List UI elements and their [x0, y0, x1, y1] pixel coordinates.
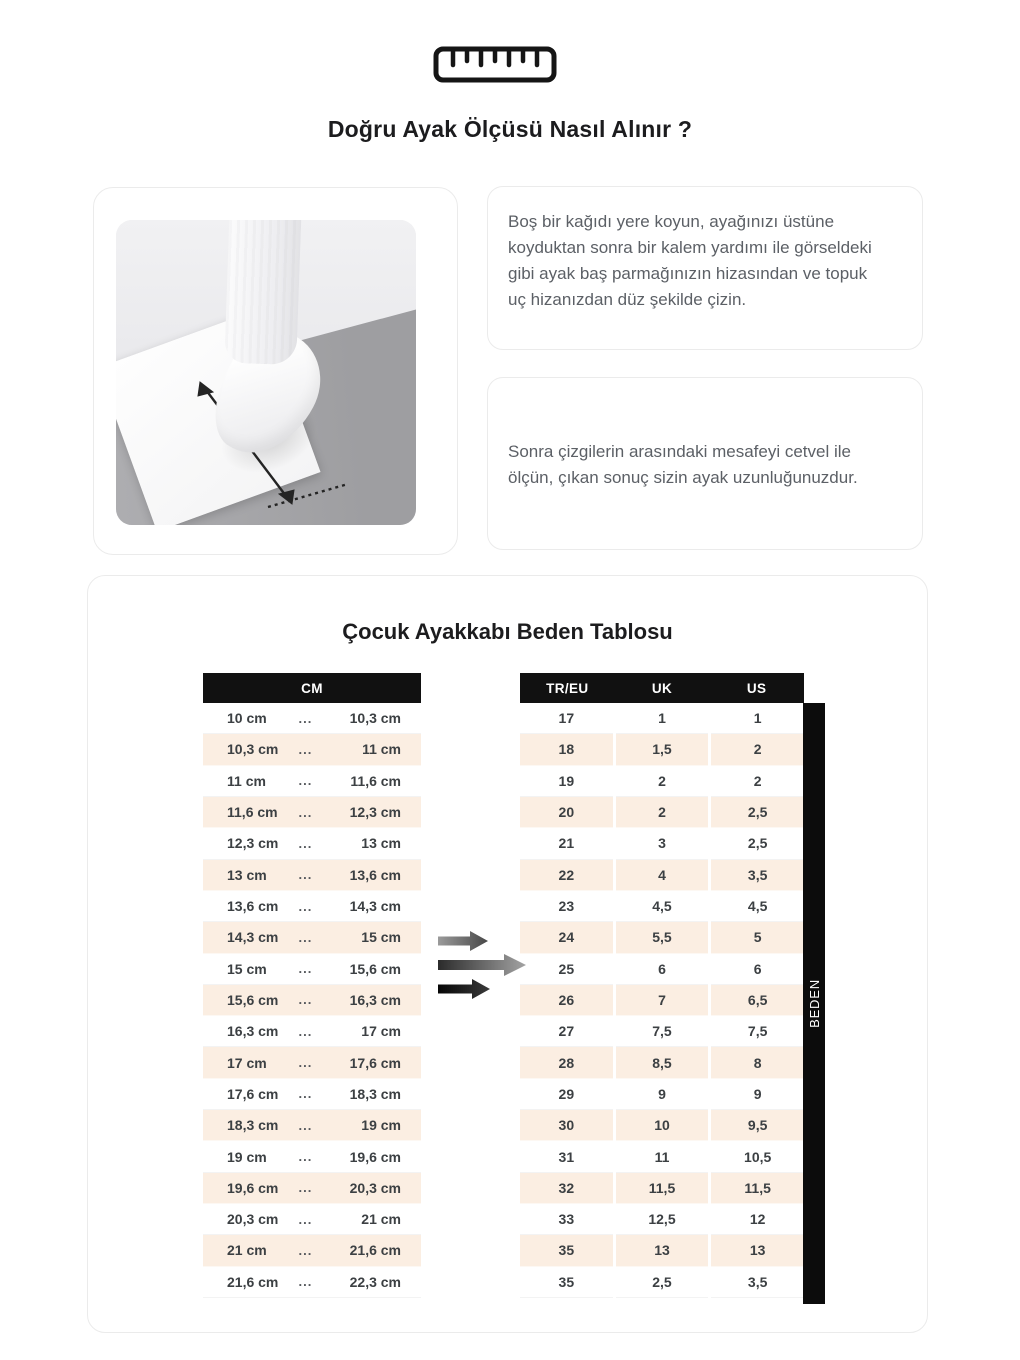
uk-size: 2	[616, 766, 709, 797]
beden-label: BEDEN	[806, 979, 822, 1028]
cm-from-value: 10 cm	[227, 710, 267, 727]
tr-eu-size: 21	[520, 828, 613, 859]
cm-to-value: 21,6 cm	[349, 1242, 401, 1259]
range-dots: ...	[298, 898, 313, 914]
uk-size: 4	[616, 860, 709, 891]
tr-eu-size: 30	[520, 1110, 613, 1141]
cm-table-body	[203, 703, 421, 1298]
us-size: 11,5	[711, 1173, 804, 1204]
us-size: 2	[711, 734, 804, 765]
cm-range-row	[203, 828, 421, 859]
size-row	[520, 922, 804, 953]
range-dots: ...	[298, 1023, 313, 1039]
cm-to-value: 22,3 cm	[349, 1273, 401, 1290]
range-dots: ...	[298, 835, 313, 851]
size-row	[520, 891, 804, 922]
size-row	[520, 797, 804, 828]
us-size: 3,5	[711, 860, 804, 891]
size-row	[520, 828, 804, 859]
cm-from-value: 11,6 cm	[227, 804, 278, 821]
size-row	[520, 954, 804, 985]
uk-size: 13	[616, 1235, 709, 1266]
us-size: 8	[711, 1047, 804, 1078]
tr-eu-size: 28	[520, 1047, 613, 1078]
cm-from-value: 10,3 cm	[227, 741, 279, 758]
measurement-photo-card	[93, 187, 458, 555]
range-dots: ...	[298, 1274, 313, 1290]
cm-from-value: 12,3 cm	[227, 835, 279, 852]
size-row	[520, 1110, 804, 1141]
cm-range-row	[203, 1047, 421, 1078]
cm-from-value: 11 cm	[227, 772, 266, 789]
us-size: 6	[711, 954, 804, 985]
cm-range-row	[203, 766, 421, 797]
cm-to-value: 11 cm	[362, 741, 401, 758]
beden-side-bar	[803, 703, 825, 1304]
range-dots: ...	[298, 1242, 313, 1258]
tr-eu-size: 33	[520, 1204, 613, 1235]
range-dots: ...	[298, 741, 313, 757]
range-dots: ...	[298, 1211, 313, 1227]
us-size: 5	[711, 922, 804, 953]
us-size: 6,5	[711, 985, 804, 1016]
size-row	[520, 1173, 804, 1204]
cm-from-value: 19,6 cm	[227, 1179, 279, 1196]
uk-size: 5,5	[616, 922, 709, 953]
cm-to-value: 21 cm	[361, 1211, 401, 1228]
cm-from-value: 13,6 cm	[227, 898, 279, 915]
cm-range-row	[203, 703, 421, 734]
cm-from-value: 19 cm	[227, 1148, 267, 1165]
cm-to-value: 15,6 cm	[349, 960, 401, 977]
instruction-step1-text: Boş bir kağıdı yere koyun, ayağınızı üstüne koyduktan sonra bir kalem yardımı ile görseldeki gibi ayak baş parmağınızın hizasından ve topuk uç hizanızdan düz şekilde çizin.	[508, 212, 872, 309]
uk-size: 3	[616, 828, 709, 859]
sizes-header-row	[520, 673, 804, 703]
uk-size: 8,5	[616, 1047, 709, 1078]
size-row	[520, 734, 804, 765]
uk-size: 2	[616, 797, 709, 828]
cm-range-row	[203, 1016, 421, 1047]
size-table-title: Çocuk Ayakkabı Beden Tablosu	[342, 619, 673, 644]
us-size: 1	[711, 703, 804, 734]
tr-eu-size: 18	[520, 734, 613, 765]
cm-to-value: 13 cm	[361, 835, 401, 852]
ruler-icon	[433, 46, 557, 84]
cm-from-value: 17,6 cm	[227, 1085, 279, 1102]
tr-eu-size: 22	[520, 860, 613, 891]
tr-eu-size: 20	[520, 797, 613, 828]
cm-from-value: 16,3 cm	[227, 1023, 279, 1040]
cm-range-row	[203, 985, 421, 1016]
cm-range-row	[203, 1204, 421, 1235]
uk-size: 1	[616, 703, 709, 734]
cm-to-value: 11,6 cm	[350, 772, 401, 789]
size-row	[520, 1204, 804, 1235]
tr-eu-size: 19	[520, 766, 613, 797]
range-dots: ...	[298, 929, 313, 945]
cm-range-row	[203, 1173, 421, 1204]
range-dots: ...	[298, 1055, 313, 1071]
range-dots: ...	[298, 1086, 313, 1102]
size-row	[520, 1235, 804, 1266]
range-dots: ...	[298, 992, 313, 1008]
uk-column-header: UK	[651, 680, 673, 696]
cm-from-value: 15 cm	[227, 960, 267, 977]
size-row	[520, 1047, 804, 1078]
cm-to-value: 17,6 cm	[349, 1054, 401, 1071]
size-row	[520, 703, 804, 734]
cm-to-value: 14,3 cm	[349, 898, 401, 915]
size-row	[520, 1141, 804, 1172]
cm-from-value: 13 cm	[227, 866, 267, 883]
cm-to-value: 19 cm	[361, 1117, 401, 1134]
us-size: 9,5	[711, 1110, 804, 1141]
us-size: 3,5	[711, 1267, 804, 1298]
us-size: 10,5	[711, 1141, 804, 1172]
cm-from-value: 17 cm	[227, 1054, 267, 1071]
cm-range-row	[203, 860, 421, 891]
tr-eu-size: 32	[520, 1173, 613, 1204]
cm-to-value: 10,3 cm	[349, 710, 401, 727]
cm-from-value: 20,3 cm	[227, 1211, 279, 1228]
size-table-card	[87, 575, 928, 1333]
cm-range-row	[203, 954, 421, 985]
range-dots: ...	[298, 1180, 313, 1196]
uk-size: 9	[616, 1079, 709, 1110]
range-dots: ...	[298, 773, 313, 789]
cm-from-value: 21,6 cm	[227, 1273, 279, 1290]
cm-to-value: 19,6 cm	[349, 1148, 401, 1165]
tr-eu-size: 35	[520, 1235, 613, 1266]
mapping-arrows-icon	[438, 929, 526, 999]
cm-from-value: 14,3 cm	[227, 929, 279, 946]
cm-from-value: 18,3 cm	[227, 1117, 279, 1134]
sock-leg	[224, 220, 301, 365]
range-dots: ...	[298, 867, 313, 883]
cm-range-row	[203, 1110, 421, 1141]
tr-eu-size: 35	[520, 1267, 613, 1298]
cm-range-row	[203, 1235, 421, 1266]
uk-size: 11,5	[616, 1173, 709, 1204]
us-size: 2,5	[711, 828, 804, 859]
tr-eu-size: 29	[520, 1079, 613, 1110]
uk-size: 7,5	[616, 1016, 709, 1047]
uk-size: 11	[616, 1141, 709, 1172]
cm-from-value: 15,6 cm	[227, 991, 279, 1008]
page-title: Doğru Ayak Ölçüsü Nasıl Alınır ?	[327, 116, 693, 142]
tr-eu-column-header: TR/EU	[546, 680, 589, 696]
us-size: 2	[711, 766, 804, 797]
cm-to-value: 13,6 cm	[349, 866, 401, 883]
uk-size: 4,5	[616, 891, 709, 922]
cm-from-value: 21 cm	[227, 1242, 267, 1259]
instruction-card-1	[487, 186, 923, 350]
uk-size: 1,5	[616, 734, 709, 765]
cm-to-value: 12,3 cm	[349, 804, 401, 821]
size-row	[520, 1267, 804, 1298]
us-column-header: US	[746, 680, 767, 696]
size-row	[520, 1016, 804, 1047]
size-row	[520, 860, 804, 891]
size-row	[520, 766, 804, 797]
uk-size: 12,5	[616, 1204, 709, 1235]
range-dots: ...	[298, 1149, 313, 1165]
range-dots: ...	[298, 710, 313, 726]
cm-range-row	[203, 1267, 421, 1298]
uk-size: 2,5	[616, 1267, 709, 1298]
foot-measurement-photo	[116, 220, 416, 525]
sizes-table-body	[520, 703, 804, 1298]
cm-range-row	[203, 1079, 421, 1110]
tr-eu-size: 17	[520, 703, 613, 734]
cm-to-value: 17 cm	[361, 1023, 401, 1040]
cm-range-row	[203, 734, 421, 765]
tr-eu-size: 23	[520, 891, 613, 922]
size-row	[520, 1079, 804, 1110]
range-dots: ...	[298, 1117, 313, 1133]
cm-to-value: 20,3 cm	[349, 1179, 401, 1196]
cm-range-row	[203, 891, 421, 922]
range-dots: ...	[298, 961, 313, 977]
uk-size: 10	[616, 1110, 709, 1141]
cm-to-value: 18,3 cm	[349, 1085, 401, 1102]
us-size: 4,5	[711, 891, 804, 922]
tr-eu-size: 26	[520, 985, 613, 1016]
cm-range-row	[203, 922, 421, 953]
size-row	[520, 985, 804, 1016]
us-size: 2,5	[711, 797, 804, 828]
cm-to-value: 15 cm	[361, 929, 401, 946]
cm-to-value: 16,3 cm	[349, 991, 401, 1008]
instruction-step2-text: Sonra çizgilerin arasındaki mesafeyi cetvel ile ölçün, çıkan sonuç sizin ayak uzunluğunuzdur.	[508, 441, 858, 487]
cm-range-row	[203, 797, 421, 828]
tr-eu-size: 31	[520, 1141, 613, 1172]
uk-size: 6	[616, 954, 709, 985]
cm-range-row	[203, 1141, 421, 1172]
cm-column-header: CM	[203, 673, 421, 703]
tr-eu-size: 24	[520, 922, 613, 953]
us-size: 13	[711, 1235, 804, 1266]
us-size: 7,5	[711, 1016, 804, 1047]
us-size: 12	[711, 1204, 804, 1235]
uk-size: 7	[616, 985, 709, 1016]
tr-eu-size: 27	[520, 1016, 613, 1047]
range-dots: ...	[298, 804, 313, 820]
tr-eu-size: 25	[520, 954, 613, 985]
instruction-card-2	[487, 377, 923, 550]
us-size: 9	[711, 1079, 804, 1110]
